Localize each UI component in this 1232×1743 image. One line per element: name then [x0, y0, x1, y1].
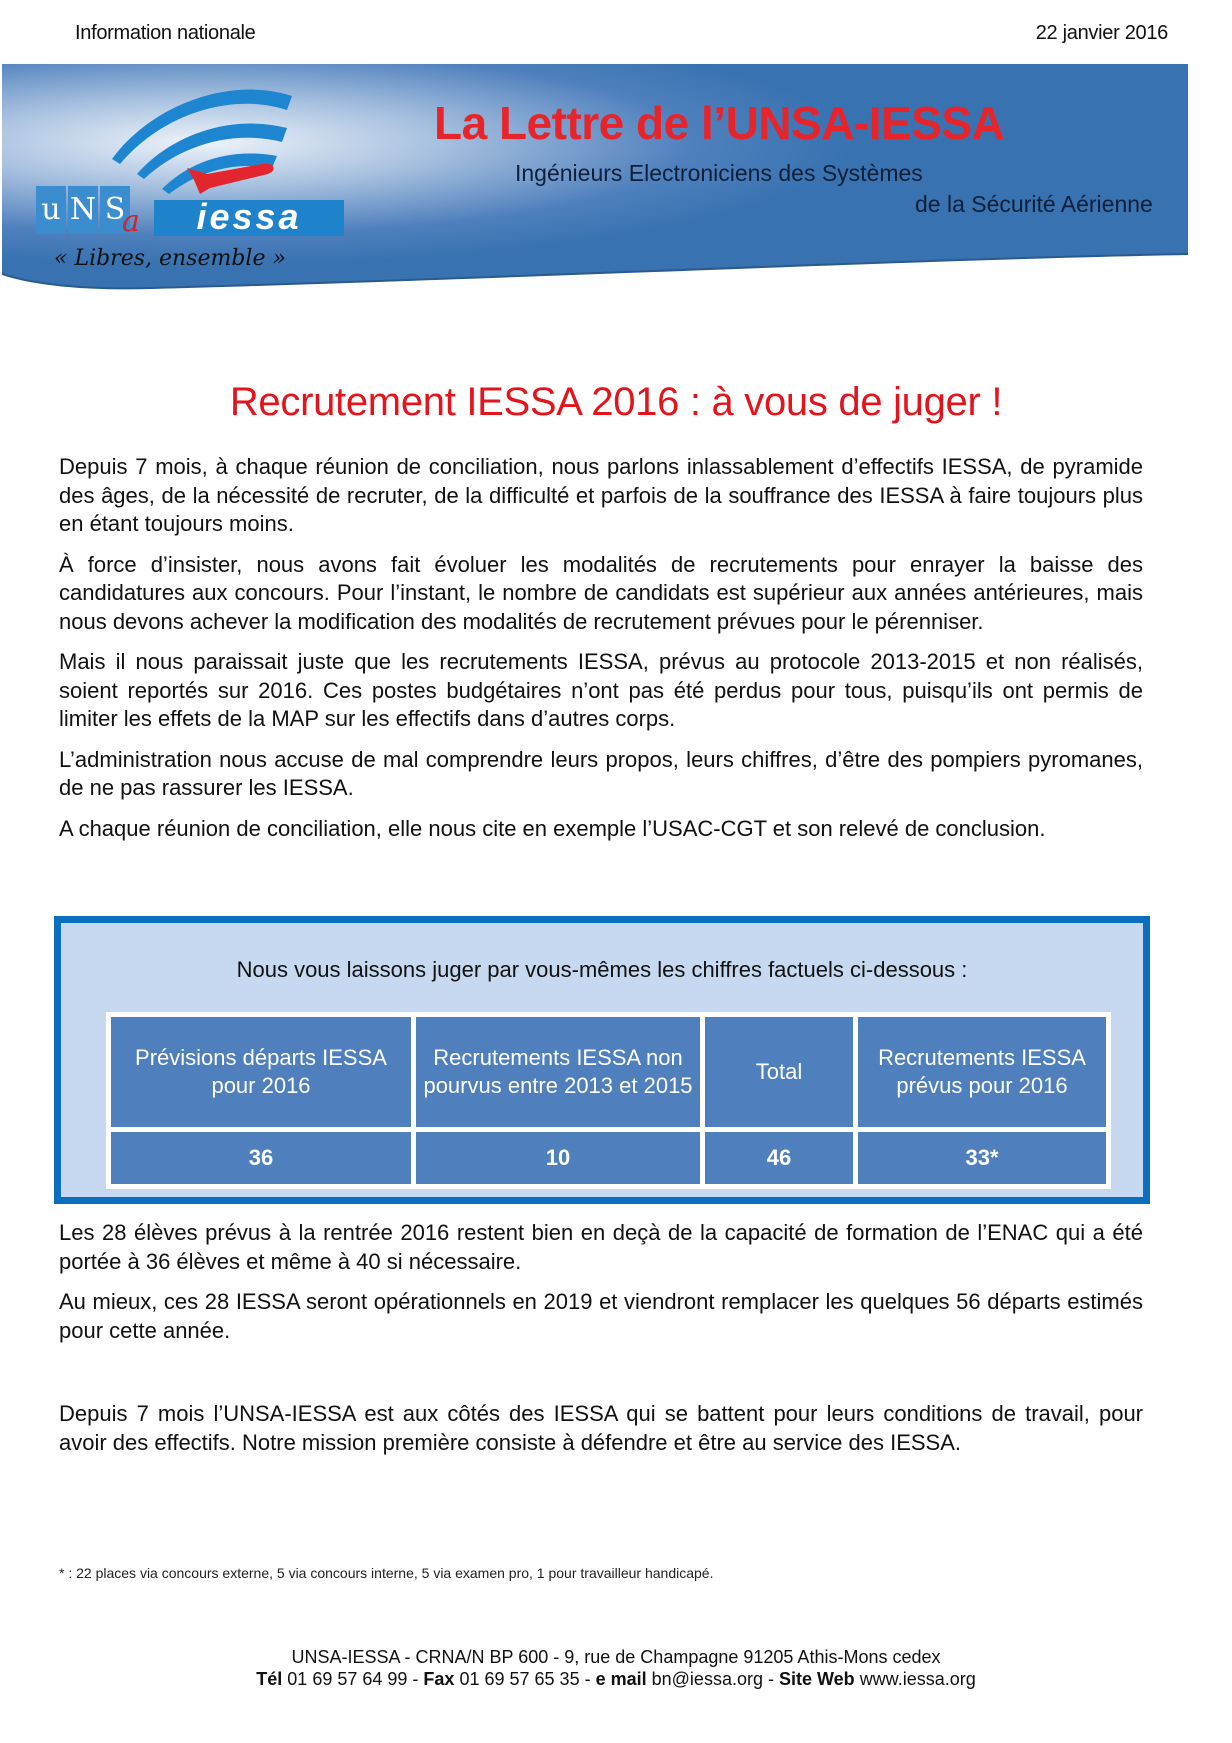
unsa-letter-s: S: [100, 186, 130, 234]
paragraph: Depuis 7 mois l’UNSA-IESSA est aux côtés des IESSA qui se battent pour leurs conditions de travail, pour avoir des effectifs. Notre mission première consiste à défendre et être au service des IESSA.: [59, 1401, 1143, 1455]
logo-tagline: « Libres, ensemble »: [54, 246, 286, 271]
website-link[interactable]: www.iessa.org: [859, 1669, 976, 1689]
tel-label: Tél: [256, 1669, 283, 1689]
newsletter-title: La Lettre de l’UNSA-IESSA: [434, 97, 1005, 149]
issue-date: 22 janvier 2016: [1035, 22, 1168, 44]
value-unfilled-2013-2015: 10: [414, 1130, 703, 1187]
email-link[interactable]: bn@iessa.org: [651, 1669, 763, 1689]
article-body-intro: [59, 453, 1143, 855]
header-total: Total: [703, 1015, 856, 1130]
header-planned-2016: Recrutements IESSA prévus pour 2016: [856, 1015, 1109, 1130]
unsa-wordmark: [36, 186, 136, 234]
section-label: Information nationale: [75, 22, 256, 44]
article-closing: [59, 1400, 1143, 1469]
fax-number: 01 69 57 65 35: [459, 1669, 580, 1689]
paragraph: L’administration nous accuse de mal comprendre leurs propos, leurs chiffres, d’être des pompiers pyromanes, de ne pas rassurer les IESSA.: [59, 746, 1143, 800]
unsa-letter-n: N: [68, 186, 98, 234]
value-planned-2016: 33*: [856, 1130, 1109, 1187]
table-header-row: [109, 1015, 1109, 1130]
value-total: 46: [703, 1130, 856, 1187]
email-label: e mail: [595, 1669, 647, 1689]
paragraph: Les 28 élèves prévus à la rentrée 2016 restent bien en deçà de la capacité de formation de l’ENAC qui a été portée à 36 élèves et même à 40 si nécessaire.: [59, 1220, 1143, 1274]
newsletter-subtitle-line1: Ingénieurs Electroniciens des Systèmes: [515, 160, 923, 186]
footnote: * : 22 places via concours externe, 5 via concours interne, 5 via examen pro, 1 pour travailleur handicapé.: [59, 1565, 714, 1581]
newsletter-subtitle-line2: de la Sécurité Aérienne: [915, 191, 1153, 217]
paragraph: À force d’insister, nous avons fait évoluer les modalités de recrutements pour enrayer la baisse des candidatures aux concours. Pour l’instant, le nombre de candidats est supérieur aux années antérieures, mais nous devons achever la modification des modalités de recrutement prévues pour le pérenniser.: [59, 551, 1143, 634]
header-unfilled-2013-2015: Recrutements IESSA non pourvus entre 2013 et 2015: [414, 1015, 703, 1130]
iessa-wordmark: iessa: [154, 200, 344, 236]
footer-contact: Tél 01 69 57 64 99 - Fax 01 69 57 65 35 - e mail bn@iessa.org - Site Web www.iessa.org: [256, 1669, 976, 1689]
article-title: Recrutement IESSA 2016 : à vous de juger !: [229, 380, 1003, 424]
value-departures-2016: 36: [109, 1130, 414, 1187]
unsa-letter-a: a: [122, 204, 140, 239]
footer-address: UNSA-IESSA - CRNA/N BP 600 - 9, rue de Champagne 91205 Athis-Mons cedex: [291, 1647, 941, 1667]
facts-box: [54, 916, 1150, 1204]
facts-table: [106, 1012, 1111, 1189]
unsa-letter-u: u: [36, 186, 66, 234]
article-body-analysis: [59, 1219, 1143, 1357]
unsa-iessa-logo: [2, 64, 362, 294]
paragraph: Mais il nous paraissait juste que les recrutements IESSA, prévus au protocole 2013-2015 et non réalisés, soient reportés sur 2016. Ces postes budgétaires n’ont pas été perdus pour tous, puisqu’ils ont permis de limiter les effets de la MAP sur les effectifs dans d’autres corps.: [59, 649, 1143, 731]
web-label: Site Web: [778, 1669, 855, 1689]
header-departures-2016: Prévisions départs IESSA pour 2016: [109, 1015, 414, 1130]
table-values-row: [109, 1130, 1109, 1187]
paragraph: Au mieux, ces 28 IESSA seront opérationnels en 2019 et viendront remplacer les quelques 56 départs estimés pour cette année.: [59, 1289, 1143, 1343]
paragraph: Depuis 7 mois, à chaque réunion de conciliation, nous parlons inlassablement d’effectifs IESSA, de pyramide des âges, de la nécessité de recruter, de la difficulté et parfois de la souffrance des IESSA à faire toujours plus en étant toujours moins.: [59, 454, 1143, 536]
fax-label: Fax: [423, 1669, 455, 1689]
paragraph: A chaque réunion de conciliation, elle nous cite en exemple l’USAC-CGT et son relevé de conclusion.: [59, 815, 1046, 841]
masthead-banner: [2, 64, 1188, 294]
tel-number: 01 69 57 64 99: [287, 1669, 408, 1689]
facts-intro: Nous vous laissons juger par vous-mêmes les chiffres factuels ci-dessous :: [236, 957, 968, 982]
